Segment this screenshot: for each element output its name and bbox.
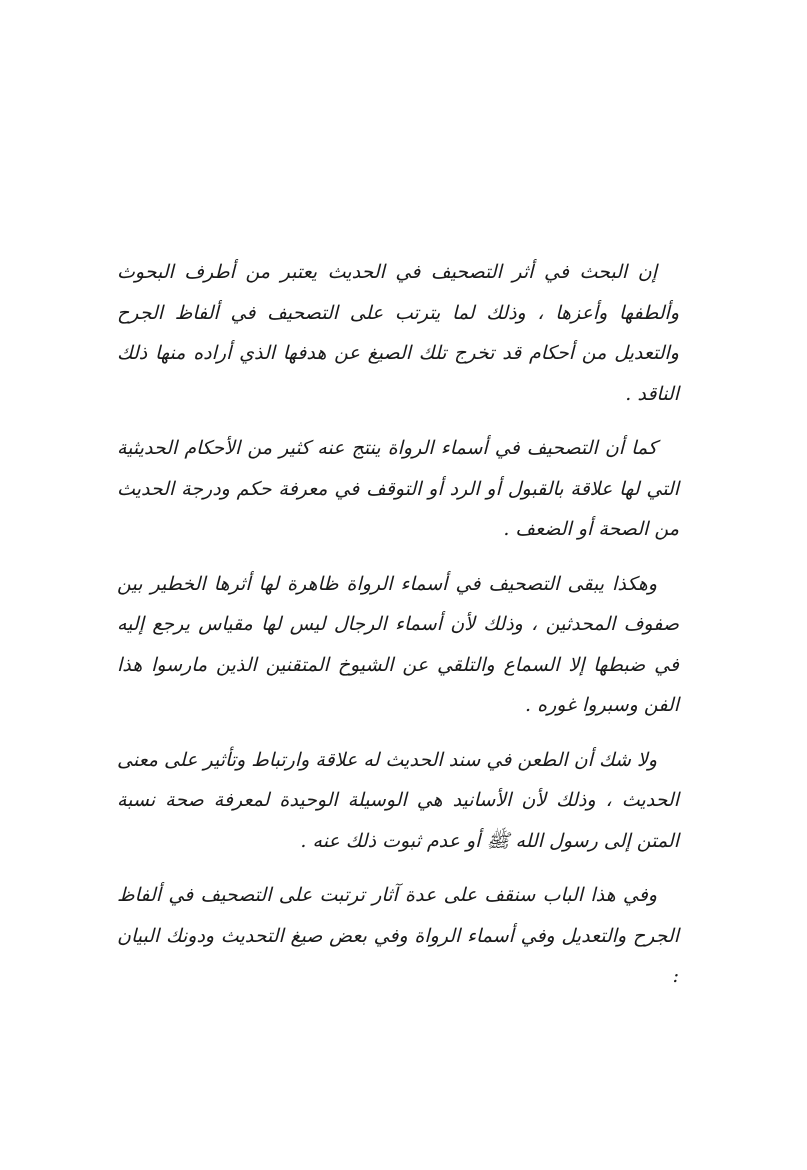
paragraph-gap	[117, 414, 679, 428]
paragraph-3: وهكذا يبقى التصحيف في أسماء الرواة ظاهرة لها أثرها الخطير بين صفوف المحدثين ، وذلك لأن أسماء الرجال ليس لها مقياس يرجع إليه في ضبطها إلا السماع والتلقي عن الشيوخ المتقنين الذين مارسوا هذا الفن وسبروا غوره .	[117, 572, 679, 716]
paragraph-2: كما أن التصحيف في أسماء الرواة ينتج عنه كثير من الأحكام الحديثية التي لها علاقة بالقبول أو الرد أو التوقف في معرفة حكم ودرجة الحديث من الصحة أو الضعف .	[117, 437, 679, 540]
paragraph-4: ولا شك أن الطعن في سند الحديث له علاقة وارتباط وتأثير على معنى الحديث ، وذلك لأن الأسانيد هي الوسيلة الوحيدة لمعرفة صحة نسبة المتن إلى رسول الله ﷺ أو عدم ثبوت ذلك عنه .	[117, 748, 679, 852]
body-text	[117, 252, 679, 997]
paragraph-gap	[117, 726, 679, 740]
paragraph-gap	[117, 861, 679, 875]
paragraph-1: إن البحث في أثر التصحيف في الحديث يعتبر من أطرف البحوث وألطفها وأعزها ، وذلك لما يترتب على التصحيف في ألفاظ الجرح والتعديل من أحكام قد تخرج تلك الصيغ عن هدفها الذي أراده منها ذلك الناقد .	[117, 261, 679, 405]
paragraph-gap	[117, 550, 679, 564]
paragraph-5: وفي هذا الباب سنقف على عدة آثار ترتبت على التصحيف في ألفاظ الجرح والتعديل وفي أسماء الرواة وفي بعض صيغ التحديث ودونك البيان :	[117, 884, 679, 987]
